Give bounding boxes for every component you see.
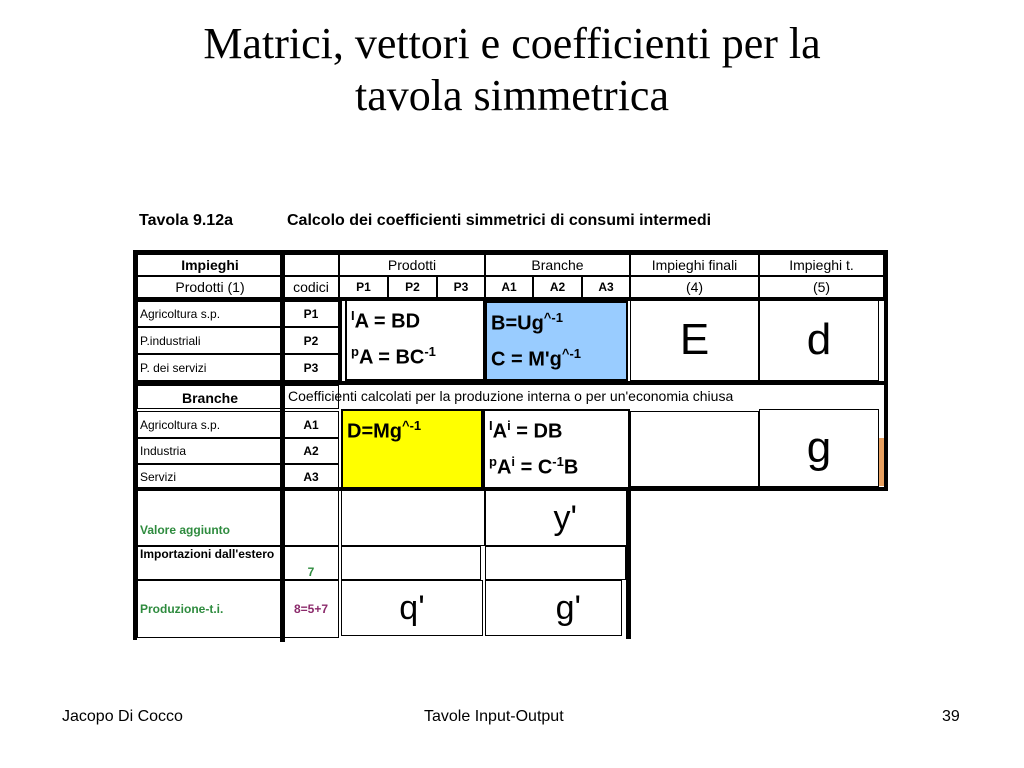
row-label-a2: Industria [137,438,283,464]
symbol-q: q' [341,580,483,636]
row-code-p2: P2 [283,327,339,354]
title-line-1: Matrici, vettori e coefficienti per la [203,19,821,68]
row-code-a3: A3 [283,464,339,490]
formula-box-ai [483,409,630,489]
row-label-a3: Servizi [137,464,283,490]
thick-left-border [133,250,137,640]
header-branche: Branche [485,254,630,276]
formula-pai: $^pA^i = C^{-1}B$ [489,453,579,479]
header-col4: (4) [630,276,759,298]
row-code-a1: A1 [283,411,339,438]
thick-prodotti-left [339,297,342,385]
thick-mid-divider [137,381,888,385]
final-use-branche-empty [630,411,759,487]
symbol-g: g [759,409,879,487]
title-line-2: tavola simmetrica [355,71,669,120]
formula-c: $C = M'g^{\^{}-1}$ [491,345,582,371]
thick-right-border [884,250,888,490]
symbol-e: E [630,298,759,381]
thick-divider-codes [280,250,285,642]
importazioni-prodotti [341,546,481,580]
symbol-d: d [759,298,879,381]
slide-title [0,18,1024,122]
header-prodotti-1: Prodotti (1) [137,276,283,298]
row-code-a2: A2 [283,438,339,464]
header-p2: P2 [388,276,437,298]
formula-box-a [345,299,485,381]
row-label-a1: Agricoltura s.p. [137,411,283,438]
footer-page-number: 39 [942,708,960,725]
importazioni-branche [485,546,626,580]
formula-box-b [485,301,628,381]
header-empty [283,254,339,276]
header-col5: (5) [759,276,884,298]
produzione-code: 8=5+7 [283,580,339,638]
table-caption-text: Calcolo dei coefficienti simmetrici di consumi intermedi [287,212,712,229]
importazioni-label: Importazioni dall'estero [137,546,283,580]
row-label-p2: P.industriali [137,327,283,354]
coeff-note: Coefficienti calcolati per la produzione interna o per un'economia chiusa [288,388,734,404]
formula-d: $D=Mg^{\^{}-1}$ [347,418,422,443]
header-impieghi-finali: Impieghi finali [630,254,759,276]
row-code-p1: P1 [283,301,339,327]
formula-pa: $^pA = BC^{-1}$ [351,343,436,369]
valore-aggiunto-label: Valore aggiunto [137,490,283,546]
valore-aggiunto-code [283,490,339,546]
importazioni-code: 7 [283,546,339,580]
formula-ia: $^I$A = BD [351,308,421,333]
header-a3: A3 [582,276,630,298]
footer-author: Jacopo Di Cocco [62,708,183,725]
formula-box-d [341,409,483,489]
header-impieghi: Impieghi [137,254,283,276]
thick-branche-bottom [137,487,888,491]
header-prodotti: Prodotti [339,254,485,276]
table-caption-id: Tavola 9.12a [139,212,233,229]
footer-title: Tavole Input-Output [424,708,564,725]
thick-top-border [137,250,888,254]
thick-right-lower [626,487,631,639]
header-a2: A2 [533,276,582,298]
header-p3: P3 [437,276,485,298]
formula-b: $B=Ug^{\^{}-1}$ [491,310,563,335]
row-label-p3: P. dei servizi [137,354,283,381]
header-codici: codici [283,276,339,298]
header-impieghi-t: Impieghi t. [759,254,884,276]
thick-header-divider [137,297,888,301]
row-label-p1: Agricoltura s.p. [137,301,283,327]
branche-label: Branche [137,385,283,409]
symbol-g-prime: g' [485,580,622,636]
header-a1: A1 [485,276,533,298]
formula-iai: $^IA^i$ = DB [489,418,563,443]
row-code-p3: P3 [283,354,339,381]
symbol-y: y' [485,490,628,546]
produzione-label: Produzione-t.i. [137,580,283,638]
header-p1: P1 [339,276,388,298]
valore-aggiunto-prodotti [341,490,485,546]
